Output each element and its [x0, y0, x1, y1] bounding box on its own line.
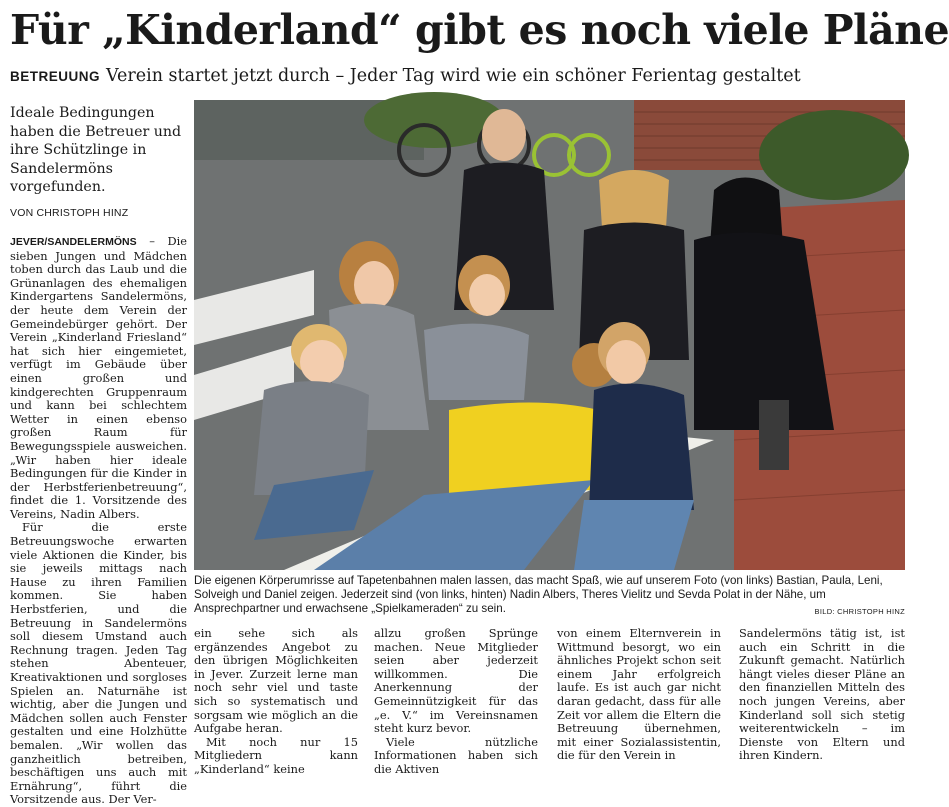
dateline: JEVER/SANDELERMÖNS — [10, 236, 137, 248]
article-column-2 — [194, 626, 358, 776]
paragraph: Mit noch nur 15 Mitgliedern kann „Kinderland“ keine — [194, 734, 358, 776]
teaser: Ideale Bedingungen haben die Betreuer und ihre Schützlinge in Sandelermöns vorgefunden. — [10, 105, 182, 195]
article-column-4 — [557, 626, 721, 763]
paragraph-text: – Die sieben Jungen und Mädchen toben durch das Laub und die Grünanlagen des ehemaligen Kindergartens Sandelermöns, der heute dem Verein der Gemeindebürger gehört. Der Verein „Kinderland Friesland“ hat sich hier eingemietet, verfügt im Gebäude über einen großen und kindgerechten Gruppenraum und kann bei schlechtem Wetter in einen ebenso großen Raum für Bewegungsspiele ausweichen. „Wir haben hier ideale Bedingungen für die Kinder in der Herbstferienbetreuung“, findet die 1. Vorsitzende des Vereins, Nadin Albers. — [10, 234, 187, 521]
paragraph: Sandelermöns tätig ist, ist auch ein Schritt in die Zukunft gemacht. Natürlich hängt vieles dieser Pläne an den finanziellen Mitteln des noch jungen Vereins, aber Kinderland soll sich stetig weiterentwickeln – im Dienste von Eltern und ihren Kindern. — [739, 626, 905, 763]
article-column-1 — [10, 234, 187, 807]
byline: VON CHRISTOPH HINZ — [10, 207, 129, 219]
subheadline-row — [10, 65, 910, 88]
paragraph: allzu großen Sprünge machen. Neue Mitglieder seien aber jederzeit willkommen. Die Anerkennung der Gemeinnützigkeit für das „e. V.“ im Vereinsnamen steht kurz bevor. — [374, 626, 538, 736]
paragraph: Für die erste Betreuungswoche erwarten viele Aktionen die Kinder, bis sie jeweils mittags nach Hause zu ihren Familien kommen. Sie haben Herbstferien, und die Betreuung in Sandelermöns soll diesem Umstand auch Rechnung tragen. Jeden Tag stehen Abenteuer, Kreativaktionen und sorgloses Spielen an. Naturnähe ist wichtig, aber die Jungen und Mädchen sollen auch Fenster gestalten und eine Holzhütte bemalen. „Wir wollen das ganzheitlich betreiben, beschäftigen uns auch mit Ernährung“, führt die Vorsitzende aus. Der Ver- — [10, 520, 187, 807]
kicker: BETREUUNG — [10, 69, 101, 84]
paragraph: von einem Elternverein in Wittmund besorgt, wo ein ähnliches Projekt schon seit einem Jahr erfolgreich laufe. Es ist auch gar nicht daran gedacht, dass für alle Zeit vor allem die Eltern die Betreuung übernehmen, mit einer Sozialassistentin, die für den Verein in — [557, 626, 721, 763]
paragraph: ein sehe sich als ergänzendes Angebot zu den übrigen Möglichkeiten in Jever. Zurzeit lerne man noch sehr viel und taste sich so systematisch und sorgsam wie möglich an die Aufgabe heran. — [194, 626, 358, 736]
article-column-3 — [374, 626, 538, 776]
article-column-5 — [739, 626, 905, 763]
photo-caption: Die eigenen Körperumrisse auf Tapetenbahnen malen lassen, das macht Spaß, wie auf unserem Foto (von links) Bastian, Paula, Leni, Solveigh und Daniel zeigen. Jederzeit sind (von links, hinten) Nadin Albers, Theres Vielitz und Sevda Polat in der Nähe, um Ansprechpartner und erwachsene „Spielkameraden“ zu sein. — [194, 574, 883, 615]
paragraph — [10, 235, 187, 521]
headline: Für „Kinderland“ gibt es noch viele Pläne — [10, 6, 949, 54]
photo-illustration — [194, 100, 905, 570]
subheadline: Verein startet jetzt durch – Jeder Tag wird wie ein schöner Ferientag gestaltet — [106, 66, 801, 86]
paragraph: Viele nützliche Informationen haben sich die Aktiven — [374, 734, 538, 776]
photo-credit: BILD: CHRISTOPH HINZ — [814, 607, 905, 616]
article-photo — [194, 100, 905, 570]
